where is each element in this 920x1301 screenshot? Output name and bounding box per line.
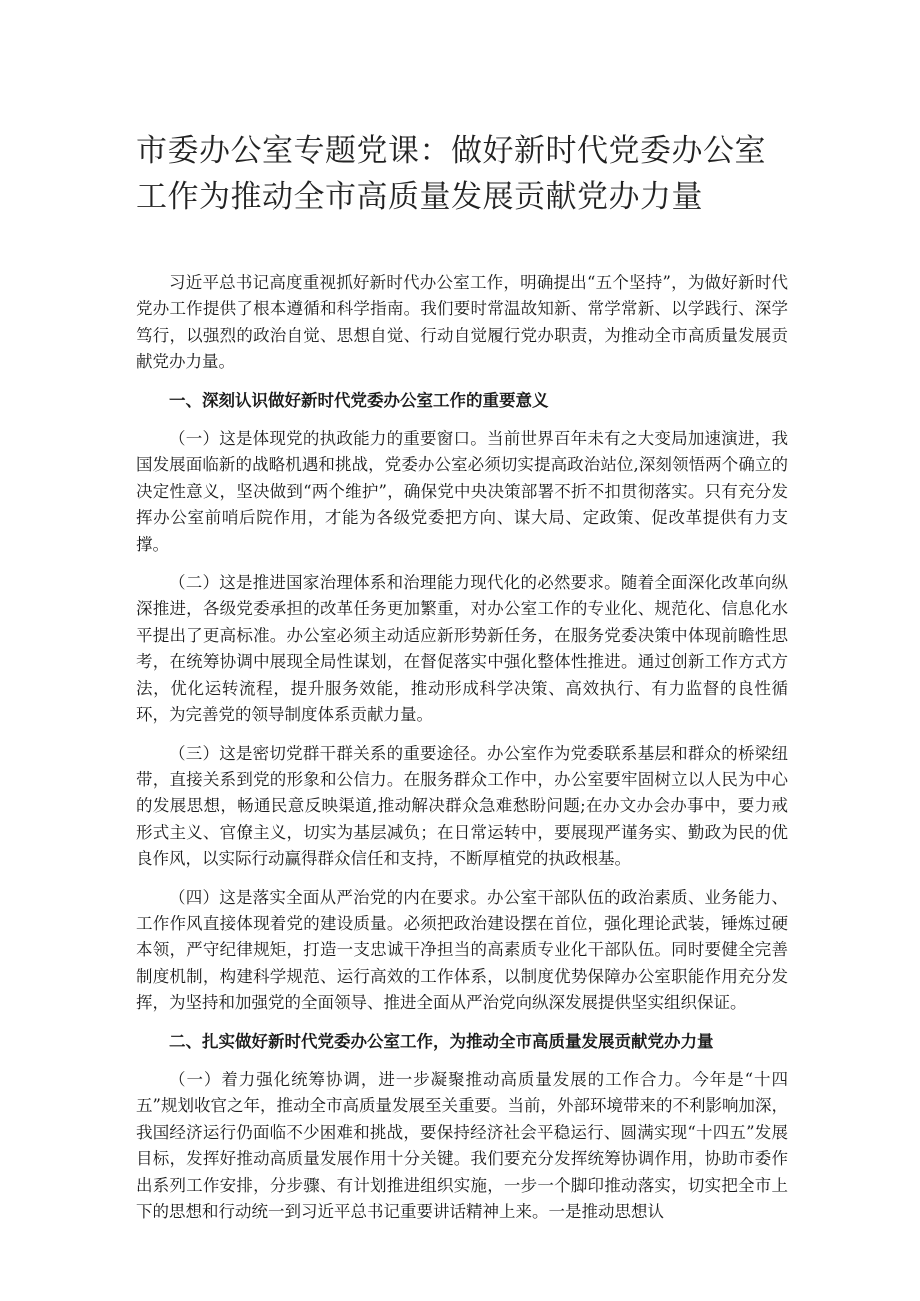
section-1-heading: 一、深刻认识做好新时代党委办公室工作的重要意义 [169, 390, 549, 410]
document-page [136, 128, 788, 1237]
section-1-paragraph-2: （二）这是推进国家治理体系和治理能力现代化的必然要求。随着全面深化改革向纵深推进，各级党委承担的改革任务更加繁重，对办公室工作的专业化、规范化、信息化水平提出了更高标准。办公室必须主动适应新形势新任务，在服务党委决策中体现前瞻性思考，在统筹协调中展现全局性谋划，在督促落实中强化整体性推进。通过创新工作方式方法，优化运转流程，提升服务效能，推动形成科学决策、高效执行、有力监督的良性循环，为完善党的领导制度体系贡献力量。 [136, 573, 788, 725]
document-title: 市委办公室专题党课：做好新时代党委办公室工作为推动全市高质量发展贡献党办力量 [136, 133, 766, 215]
section-1-paragraph-4: （四）这是落实全面从严治党的内在要求。办公室干部队伍的政治素质、业务能力、工作作风直接体现着党的建设质量。必须把政治建设摆在首位，强化理论武装，锤炼过硬本领，严守纪律规矩，打造一支忠诚干净担当的高素质专业化干部队伍。同时要健全完善制度机制，构建科学规范、运行高效的工作体系，以制度优势保障办公室职能作用充分发挥，为坚持和加强党的全面领导、推进全面从严治党向纵深发展提供坚实组织保证。 [136, 887, 788, 1013]
section-2-paragraph-1: （一）着力强化统筹协调，进一步凝聚推动高质量发展的工作合力。今年是“十四五”规划收官之年，推动全市高质量发展至关重要。当前，外部环境带来的不利影响加深，我国经济运行仍面临不少困难和挑战，要保持经济社会平稳运行、圆满实现“十四五”发展目标，发挥好推动高质量发展作用十分关键。我们要充分发挥统筹协调作用，协助市委作出系列工作安排，分步骤、有计划推进组织实施，一步一个脚印推动落实，切实把全市上下的思想和行动统一到习近平总书记重要讲话精神上来。一是推动思想认 [136, 1069, 788, 1221]
intro-paragraph: 习近平总书记高度重视抓好新时代办公室工作，明确提出“五个坚持”，为做好新时代党办工作提供了根本遵循和科学指南。我们要时常温故知新、常学常新、以学践行、深学笃行，以强烈的政治自觉、思想自觉、行动自觉履行党办职责，为推动全市高质量发展贡献党办力量。 [136, 273, 788, 372]
section-1-paragraph-1: （一）这是体现党的执政能力的重要窗口。当前世界百年未有之大变局加速演进，我国发展面临新的战略机遇和挑战，党委办公室必须切实提高政治站位,深刻领悟两个确立的决定性意义，坚决做到“两个维护”，确保党中央决策部署不折不扣贯彻落实。只有充分发挥办公室前哨后院作用，才能为各级党委把方向、谋大局、定政策、促改革提供有力支撑。 [136, 429, 788, 554]
section-2-heading: 二、扎实做好新时代党委办公室工作，为推动全市高质量发展贡献党办力量 [169, 1031, 714, 1051]
section-1-paragraph-3: （三）这是密切党群干群关系的重要途径。办公室作为党委联系基层和群众的桥梁纽带，直接关系到党的形象和公信力。在服务群众工作中，办公室要牢固树立以人民为中心的发展思想，畅通民意反映渠道,推动解决群众急难愁盼问题;在办文办会办事中，要力戒形式主义、官僚主义，切实为基层减负；在日常运转中，要展现严谨务实、勤政为民的优良作风，以实际行动赢得群众信任和支持，不断厚植党的执政根基。 [136, 743, 788, 869]
